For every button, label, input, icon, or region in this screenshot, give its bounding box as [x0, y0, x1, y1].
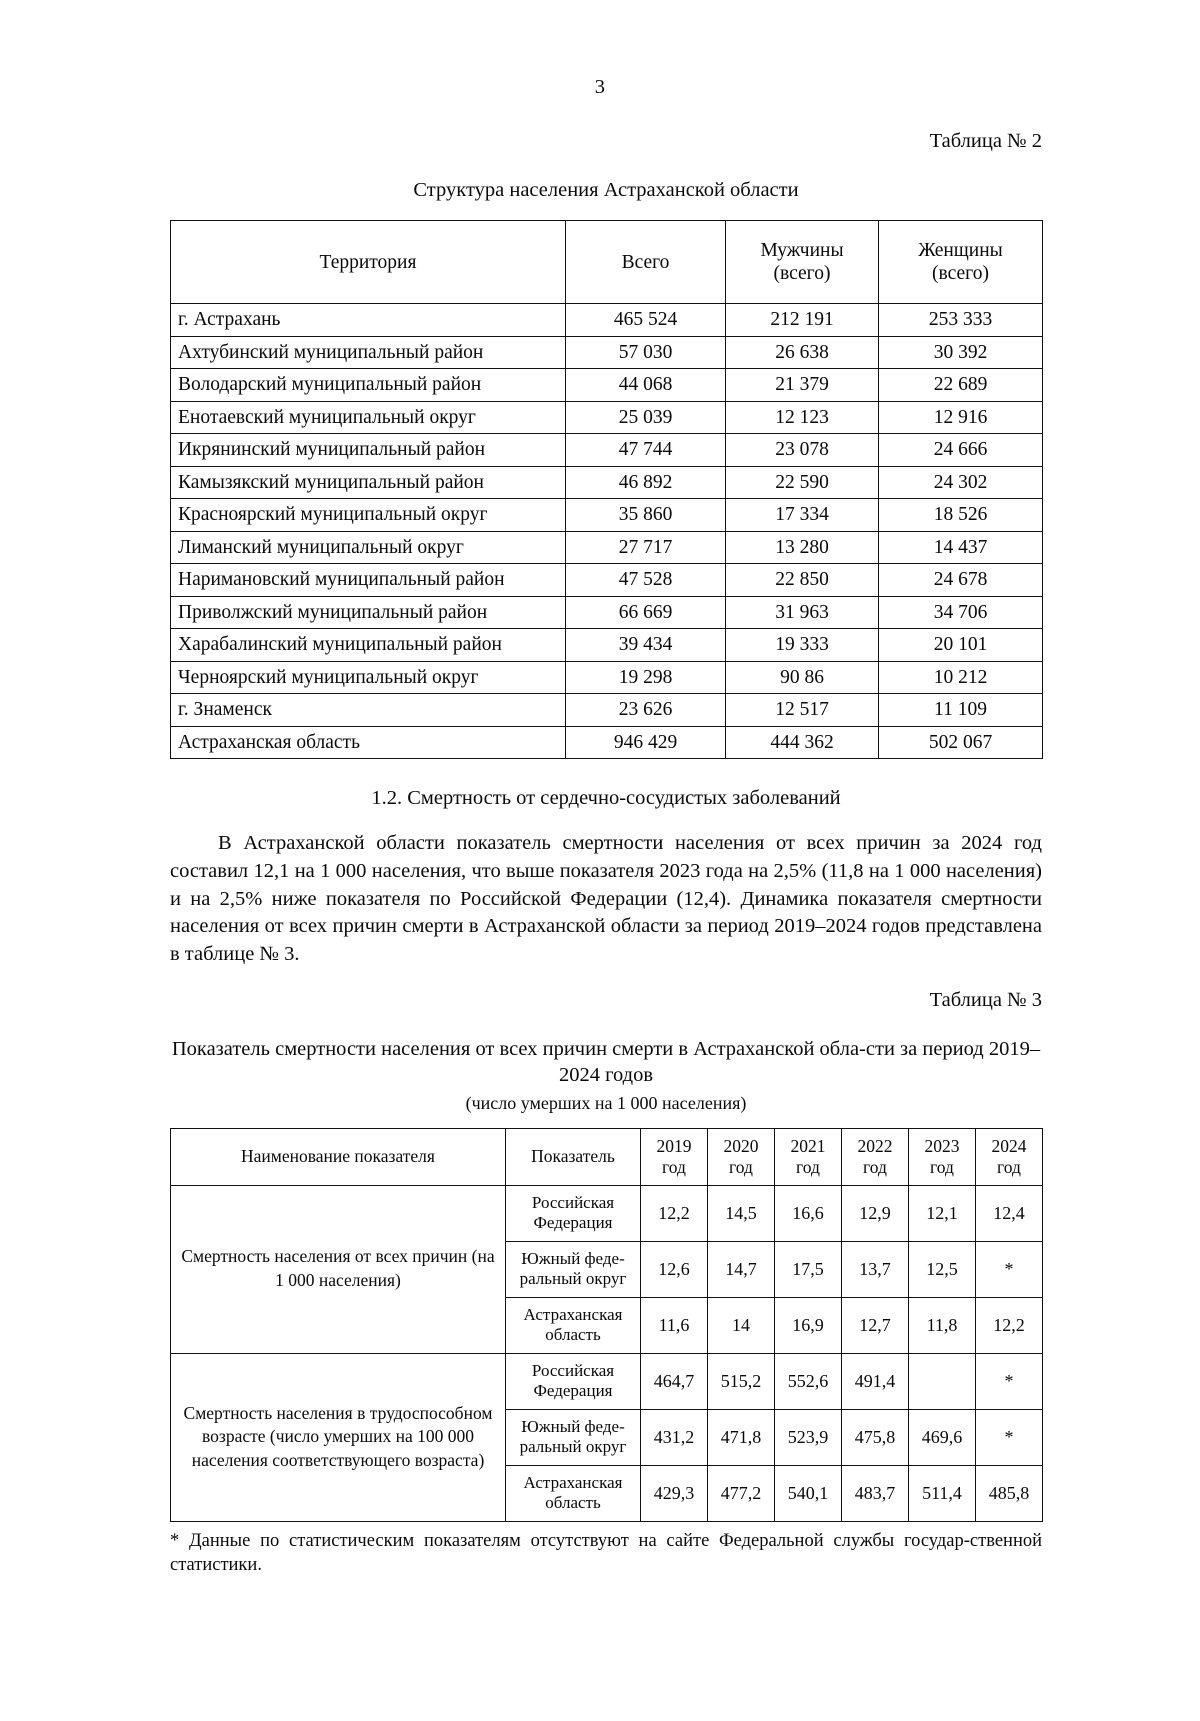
table3-header-year: [708, 1128, 775, 1185]
section-paragraph: В Астраханской области показатель смертности населения от всех причин за 2024 год составил 12,1 на 1 000 населения, что выше показателя 2023 года на 2,5% (11,8 на 1 000 населения) и на 2,5% ниже показателя по Российской Федерации (12,4). Динамика показателя смертности населения от всех причин смерти в Астраханской области за период 2019–2024 годов представлена в таблице № 3.: [170, 832, 1042, 965]
table2-cell-territory: Енотаевский муниципальный округ: [171, 401, 566, 434]
table2-header: [171, 221, 1043, 304]
table2-header-men: [726, 221, 879, 304]
table3-header-year-value: 2021: [790, 1135, 826, 1156]
section-heading: 1.2. Смертность от сердечно-сосудистых заболеваний: [371, 787, 841, 810]
table2-cell-total: 47 744: [566, 434, 726, 467]
table2-header-men-line1: Мужчины: [760, 239, 844, 261]
table3-header-year-value: 2022: [857, 1135, 893, 1156]
table2-cell-men: 19 333: [726, 629, 879, 662]
table2-cell-women: 14 437: [879, 531, 1043, 564]
table2-header-territory: Территория: [171, 221, 566, 304]
table3-cell-value: [909, 1353, 976, 1409]
table2-cell-women: 253 333: [879, 304, 1043, 337]
table3-cell-indicator: Южный феде-ральный округ: [506, 1241, 641, 1297]
table3-cell-value: 464,7: [641, 1353, 708, 1409]
table3-header-year: [775, 1128, 842, 1185]
table2-cell-total: 57 030: [566, 336, 726, 369]
table-row: [171, 564, 1043, 597]
table3-cell-value: 14,5: [708, 1185, 775, 1241]
table2-cell-women: 20 101: [879, 629, 1043, 662]
table2-cell-men: 212 191: [726, 304, 879, 337]
table3-cell-value: 12,4: [976, 1185, 1043, 1241]
table3-cell-value: 471,8: [708, 1409, 775, 1465]
table2-cell-territory: Камызякский муниципальный район: [171, 466, 566, 499]
table2-header-women-line2: (всего): [932, 263, 989, 285]
table-row: [171, 531, 1043, 564]
table-row: [171, 434, 1043, 467]
table-row: [171, 1353, 1043, 1409]
table2-cell-territory: Черноярский муниципальный округ: [171, 661, 566, 694]
table2-cell-total: 27 717: [566, 531, 726, 564]
table-row: [171, 661, 1043, 694]
table2-cell-territory: Приволжский муниципальный район: [171, 596, 566, 629]
table-row: [171, 304, 1043, 337]
table3-cell-value: 17,5: [775, 1241, 842, 1297]
table-row: [171, 369, 1043, 402]
table2-cell-territory: Наримановский муниципальный район: [171, 564, 566, 597]
table2-header-women-line1: Женщины: [918, 239, 1003, 261]
table2-cell-men: 21 379: [726, 369, 879, 402]
table3-cell-value: 491,4: [842, 1353, 909, 1409]
table3-cell-value: 475,8: [842, 1409, 909, 1465]
table2-cell-women: 11 109: [879, 694, 1043, 727]
table2-cell-men: 90 86: [726, 661, 879, 694]
population-structure-table: [170, 220, 1043, 759]
table2-cell-women: 12 916: [879, 401, 1043, 434]
table2-cell-territory: Харабалинский муниципальный район: [171, 629, 566, 662]
table3-cell-indicator: Российская Федерация: [506, 1185, 641, 1241]
table3-cell-indicator: Южный феде-ральный округ: [506, 1409, 641, 1465]
table3-cell-value: 12,2: [641, 1185, 708, 1241]
table-row: [171, 499, 1043, 532]
table2-cell-men: 23 078: [726, 434, 879, 467]
table2-cell-men: 12 517: [726, 694, 879, 727]
table2-cell-men: 22 850: [726, 564, 879, 597]
table3-cell-value: 12,7: [842, 1297, 909, 1353]
table2-cell-women: 502 067: [879, 726, 1043, 759]
table2-cell-territory: г. Астрахань: [171, 304, 566, 337]
table2-cell-women: 10 212: [879, 661, 1043, 694]
table3-header: [171, 1128, 1043, 1185]
table3-cell-value: *: [976, 1353, 1043, 1409]
table3-cell-value: 16,9: [775, 1297, 842, 1353]
mortality-rate-table: [170, 1128, 1043, 1522]
table3-cell-group-name: Смертность населения от всех причин (на 1 000 населения): [171, 1185, 506, 1353]
table2-header-women: [879, 221, 1043, 304]
table-row: [171, 401, 1043, 434]
table3-cell-value: 14: [708, 1297, 775, 1353]
table-row: [171, 466, 1043, 499]
table3-cell-indicator: Российская Федерация: [506, 1353, 641, 1409]
table-row: [171, 726, 1043, 759]
table3-cell-value: 511,4: [909, 1465, 976, 1521]
table-row: [171, 1185, 1043, 1241]
table3-cell-value: 11,6: [641, 1297, 708, 1353]
table2-title: Структура населения Астраханской области: [413, 179, 799, 201]
table3-header-year-unit: год: [662, 1156, 686, 1177]
table2-body: [171, 304, 1043, 759]
table-row: [171, 596, 1043, 629]
table3-header-name: Наименование показателя: [171, 1128, 506, 1185]
table3-cell-value: 12,1: [909, 1185, 976, 1241]
table2-cell-men: 12 123: [726, 401, 879, 434]
table2-cell-territory: Красноярский муниципальный округ: [171, 499, 566, 532]
table-row: [171, 629, 1043, 662]
table2-cell-territory: Астраханская область: [171, 726, 566, 759]
table3-title: Показатель смертности населения от всех причин смерти в Астраханской обла-сти за период 2019–2024 годов: [171, 1037, 1041, 1086]
table3-body: [171, 1185, 1043, 1521]
table3-cell-indicator: Астраханская область: [506, 1465, 641, 1521]
table3-cell-value: 16,6: [775, 1185, 842, 1241]
table-row: [171, 694, 1043, 727]
table2-cell-territory: Икрянинский муниципальный район: [171, 434, 566, 467]
table3-cell-value: 523,9: [775, 1409, 842, 1465]
table3-cell-value: 485,8: [976, 1465, 1043, 1521]
table3-cell-value: 477,2: [708, 1465, 775, 1521]
table2-label: Таблица № 2: [929, 130, 1042, 152]
table3-header-year-unit: год: [930, 1156, 954, 1177]
table3-label: Таблица № 3: [929, 988, 1042, 1011]
table3-cell-indicator: Астраханская область: [506, 1297, 641, 1353]
table2-cell-territory: г. Знаменск: [171, 694, 566, 727]
table3-cell-value: 12,2: [976, 1297, 1043, 1353]
table2-cell-men: 17 334: [726, 499, 879, 532]
table3-header-year-value: 2024: [991, 1135, 1027, 1156]
table3-cell-value: 12,9: [842, 1185, 909, 1241]
table2-cell-women: 24 678: [879, 564, 1043, 597]
table3-cell-value: 515,2: [708, 1353, 775, 1409]
table2-cell-total: 44 068: [566, 369, 726, 402]
table3-header-year: [641, 1128, 708, 1185]
table3-header-year: [909, 1128, 976, 1185]
table2-cell-total: 46 892: [566, 466, 726, 499]
table2-cell-territory: Лиманский муниципальный округ: [171, 531, 566, 564]
table3-cell-value: 431,2: [641, 1409, 708, 1465]
table2-cell-men: 26 638: [726, 336, 879, 369]
table-row: [171, 336, 1043, 369]
footnote: * Данные по статистическим показателям отсутствуют на сайте Федеральной службы государ-ственной статистики.: [170, 1530, 1042, 1575]
table3-header-indicator: Показатель: [506, 1128, 641, 1185]
table2-cell-men: 13 280: [726, 531, 879, 564]
table2-cell-men: 31 963: [726, 596, 879, 629]
table2-cell-territory: Володарский муниципальный район: [171, 369, 566, 402]
table3-cell-value: 12,5: [909, 1241, 976, 1297]
table2-cell-women: 24 666: [879, 434, 1043, 467]
table3-header-row: [171, 1128, 1043, 1185]
table2-header-men-line2: (всего): [773, 263, 831, 285]
table3-cell-group-name: Смертность населения в трудоспособном возрасте (число умерших на 100 000 населения соответствующего возраста): [171, 1353, 506, 1521]
table3-header-year-value: 2023: [924, 1135, 960, 1156]
table3-cell-value: 12,6: [641, 1241, 708, 1297]
table2-cell-women: 18 526: [879, 499, 1043, 532]
table3-header-year-value: 2019: [656, 1135, 692, 1156]
table2-cell-women: 22 689: [879, 369, 1043, 402]
table3-header-year: [842, 1128, 909, 1185]
table3-cell-value: 469,6: [909, 1409, 976, 1465]
table2-cell-total: 946 429: [566, 726, 726, 759]
table3-cell-value: *: [976, 1241, 1043, 1297]
table3-cell-value: 540,1: [775, 1465, 842, 1521]
table2-cell-total: 465 524: [566, 304, 726, 337]
table2-cell-total: 66 669: [566, 596, 726, 629]
table3-cell-value: *: [976, 1409, 1043, 1465]
table2-cell-women: 34 706: [879, 596, 1043, 629]
table3-cell-value: 11,8: [909, 1297, 976, 1353]
table3-header-year-unit: год: [729, 1156, 753, 1177]
table3-cell-value: 552,6: [775, 1353, 842, 1409]
table2-cell-total: 39 434: [566, 629, 726, 662]
table3-cell-value: 13,7: [842, 1241, 909, 1297]
table3-header-year-unit: год: [863, 1156, 887, 1177]
page-content: [170, 0, 1042, 1577]
table2-cell-men: 22 590: [726, 466, 879, 499]
table3-cell-value: 14,7: [708, 1241, 775, 1297]
table2-header-total: Всего: [566, 221, 726, 304]
table3-cell-value: 429,3: [641, 1465, 708, 1521]
table3-header-year: [976, 1128, 1043, 1185]
table2-cell-women: 30 392: [879, 336, 1043, 369]
table2-cell-total: 25 039: [566, 401, 726, 434]
table2-header-row: [171, 221, 1043, 304]
table3-header-year-unit: год: [796, 1156, 820, 1177]
table3-header-year-unit: год: [997, 1156, 1021, 1177]
table3-subtitle: (число умерших на 1 000 населения): [465, 1093, 747, 1114]
table3-cell-value: 483,7: [842, 1465, 909, 1521]
table2-cell-territory: Ахтубинский муниципальный район: [171, 336, 566, 369]
table2-cell-women: 24 302: [879, 466, 1043, 499]
table2-cell-total: 23 626: [566, 694, 726, 727]
table3-header-year-value: 2020: [723, 1135, 759, 1156]
table2-cell-total: 19 298: [566, 661, 726, 694]
page-number: 3: [594, 76, 606, 98]
table2-cell-men: 444 362: [726, 726, 879, 759]
table2-cell-total: 47 528: [566, 564, 726, 597]
table2-cell-total: 35 860: [566, 499, 726, 532]
